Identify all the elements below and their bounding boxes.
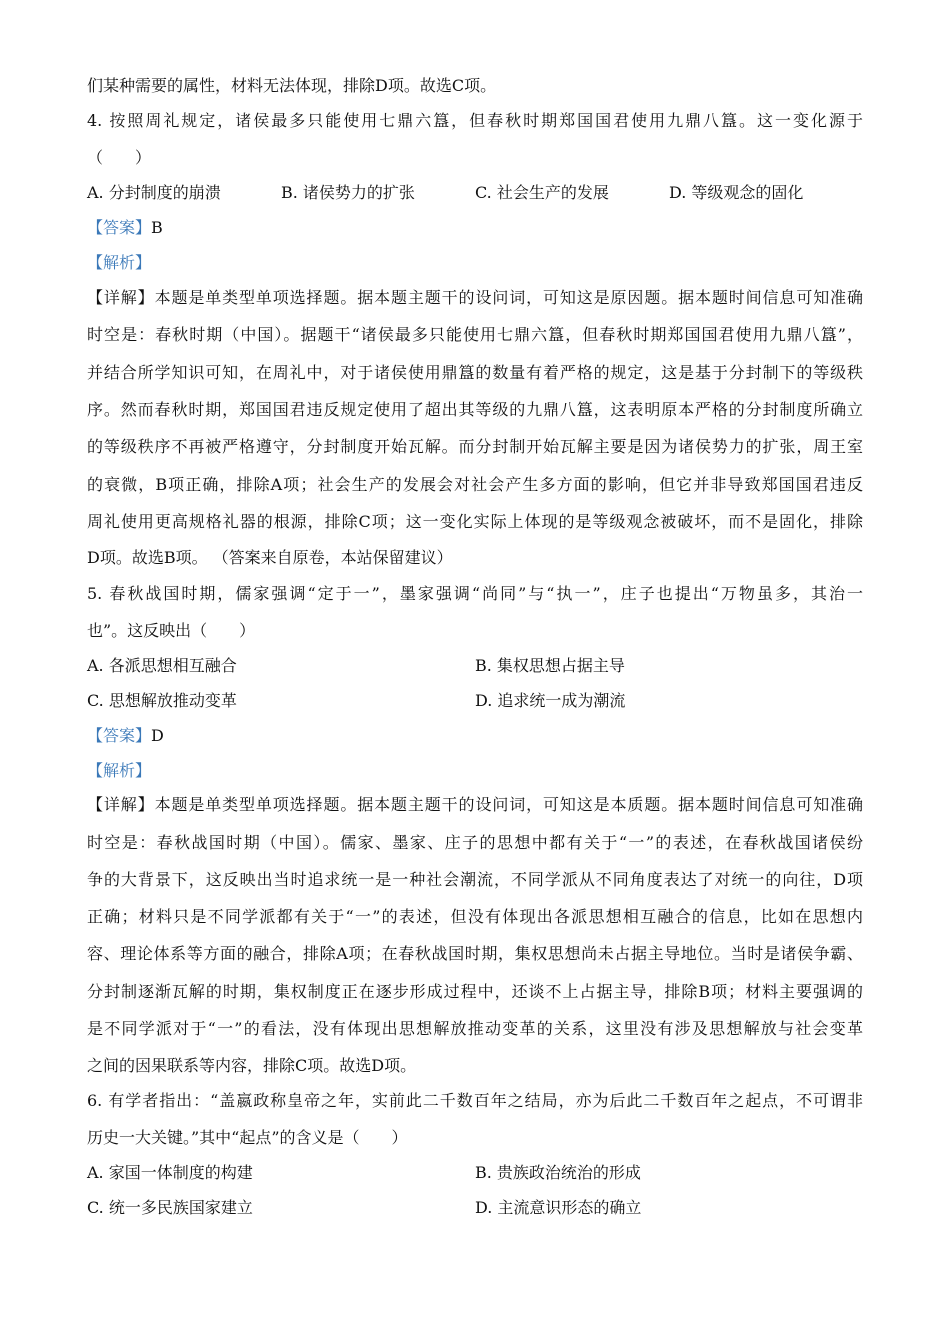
detail-text: 本题是单类型单项选择题。据本题主题干的设问词，可知这是原因题。据本题时间信息可知准确 <box>154 288 863 307</box>
q5-detail-line: 正确；材料只是不同学派都有关于“一”的表述，但没有体现出各派思想相互融合的信息，比如在思想内 <box>87 907 863 926</box>
q4-stem-bracket: （ ） <box>87 148 152 167</box>
q4-analysis-label: 【解析】 <box>87 253 152 272</box>
q4-detail-line: 时空是：春秋时期（中国）。据题干“诸侯最多只能使用七鼎六簋，但春秋时期郑国国君使用九鼎八簋”， <box>87 325 863 344</box>
q4-stem: 4. 按照周礼规定，诸侯最多只能使用七鼎六簋，但春秋时期郑国国君使用九鼎八簋。这一变化源于 <box>87 111 863 130</box>
detail-label: 【详解】 <box>87 795 155 814</box>
detail-label: 【详解】 <box>87 288 155 307</box>
q5-option-c: C. 思想解放推动变革 <box>87 691 237 710</box>
q4-detail-line: 并结合所学知识可知，在周礼中，对于诸侯使用鼎簋的数量有着严格的规定，这是基于分封制下的等级秩 <box>87 363 863 382</box>
q5-option-b: B. 集权思想占据主导 <box>475 656 625 675</box>
q5-stem: 5. 春秋战国时期，儒家强调“定于一”，墨家强调“尚同”与“执一”，庄子也提出“万物虽多，其治一 <box>87 584 863 603</box>
q4-option-c: C. 社会生产的发展 <box>475 183 609 202</box>
q6-stem-cont: 历史一大关键。”其中“起点”的含义是（ ） <box>87 1128 408 1147</box>
q4-option-a: A. 分封制度的崩溃 <box>87 183 221 202</box>
q5-detail-line: 时空是：春秋战国时期（中国）。儒家、墨家、庄子的思想中都有关于“一”的表述，在春秋战国诸侯纷 <box>87 833 863 852</box>
q4-detail-line <box>87 287 863 309</box>
detail-text: 本题是单类型单项选择题。据本题主题干的设问词，可知这是本质题。据本题时间信息可知准确 <box>154 795 863 814</box>
q5-detail-line: 分封制逐渐瓦解的时期，集权制度正在逐步形成过程中，还谈不上占据主导，排除B项；材料主要强调的 <box>87 982 863 1001</box>
q5-stem-cont: 也”。这反映出（ ） <box>87 621 256 640</box>
answer-value: D <box>151 726 164 745</box>
q4-detail-line: 的等级秩序不再被严格遵守，分封制度开始瓦解。而分封制开始瓦解主要是因为诸侯势力的扩张，周王室 <box>87 437 863 456</box>
q5-answer <box>87 725 164 747</box>
q5-option-d: D. 追求统一成为潮流 <box>475 691 626 710</box>
q4-answer <box>87 217 163 239</box>
previous-answer-tail: 们某种需要的属性，材料无法体现，排除D项。故选C项。 <box>87 76 497 95</box>
q5-option-a: A. 各派思想相互融合 <box>87 656 237 675</box>
q6-stem: 6. 有学者指出：“盖嬴政称皇帝之年，实前此二千数百年之结局，亦为后此二千数百年之起点，不可谓非 <box>87 1091 863 1110</box>
answer-label: 【答案】 <box>87 726 152 745</box>
q6-option-a: A. 家国一体制度的构建 <box>87 1163 253 1182</box>
answer-value: B <box>151 218 163 237</box>
q5-detail-line: 之间的因果联系等内容，排除C项。故选D项。 <box>87 1056 417 1075</box>
q6-option-b: B. 贵族政治统治的形成 <box>475 1163 641 1182</box>
q5-analysis-label: 【解析】 <box>87 761 152 780</box>
q4-detail-line: 的衰微，B项正确，排除A项；社会生产的发展会对社会产生多方面的影响，但它并非导致郑国国君违反 <box>87 475 863 494</box>
q4-option-d: D. 等级观念的固化 <box>669 183 804 202</box>
q6-option-d: D. 主流意识形态的确立 <box>475 1198 642 1217</box>
q4-option-b: B. 诸侯势力的扩张 <box>281 183 415 202</box>
q4-detail-line: 周礼使用更高规格礼器的根源，排除C项；这一变化实际上体现的是等级观念被破坏，而不是固化，排除 <box>87 512 863 531</box>
q4-detail-line: 序。然而春秋时期，郑国国君违反规定使用了超出其等级的九鼎八簋，这表明原本严格的分封制度所确立 <box>87 400 863 419</box>
q5-detail-line: 容、理论体系等方面的融合，排除A项；在春秋战国时期，集权思想尚未占据主导地位。当时是诸侯争霸、 <box>87 944 863 963</box>
q5-detail-line <box>87 794 863 816</box>
q4-detail-line: D项。故选B项。 （答案来自原卷，本站保留建议） <box>87 548 453 567</box>
q5-detail-line: 争的大背景下，这反映出当时追求统一是一种社会潮流，不同学派从不同角度表达了对统一的向往，D项 <box>87 870 863 889</box>
q5-detail-line: 是不同学派对于“一”的看法，没有体现出思想解放推动变革的关系，这里没有涉及思想解放与社会变革 <box>87 1019 863 1038</box>
answer-label: 【答案】 <box>87 218 152 237</box>
q6-option-c: C. 统一多民族国家建立 <box>87 1198 253 1217</box>
